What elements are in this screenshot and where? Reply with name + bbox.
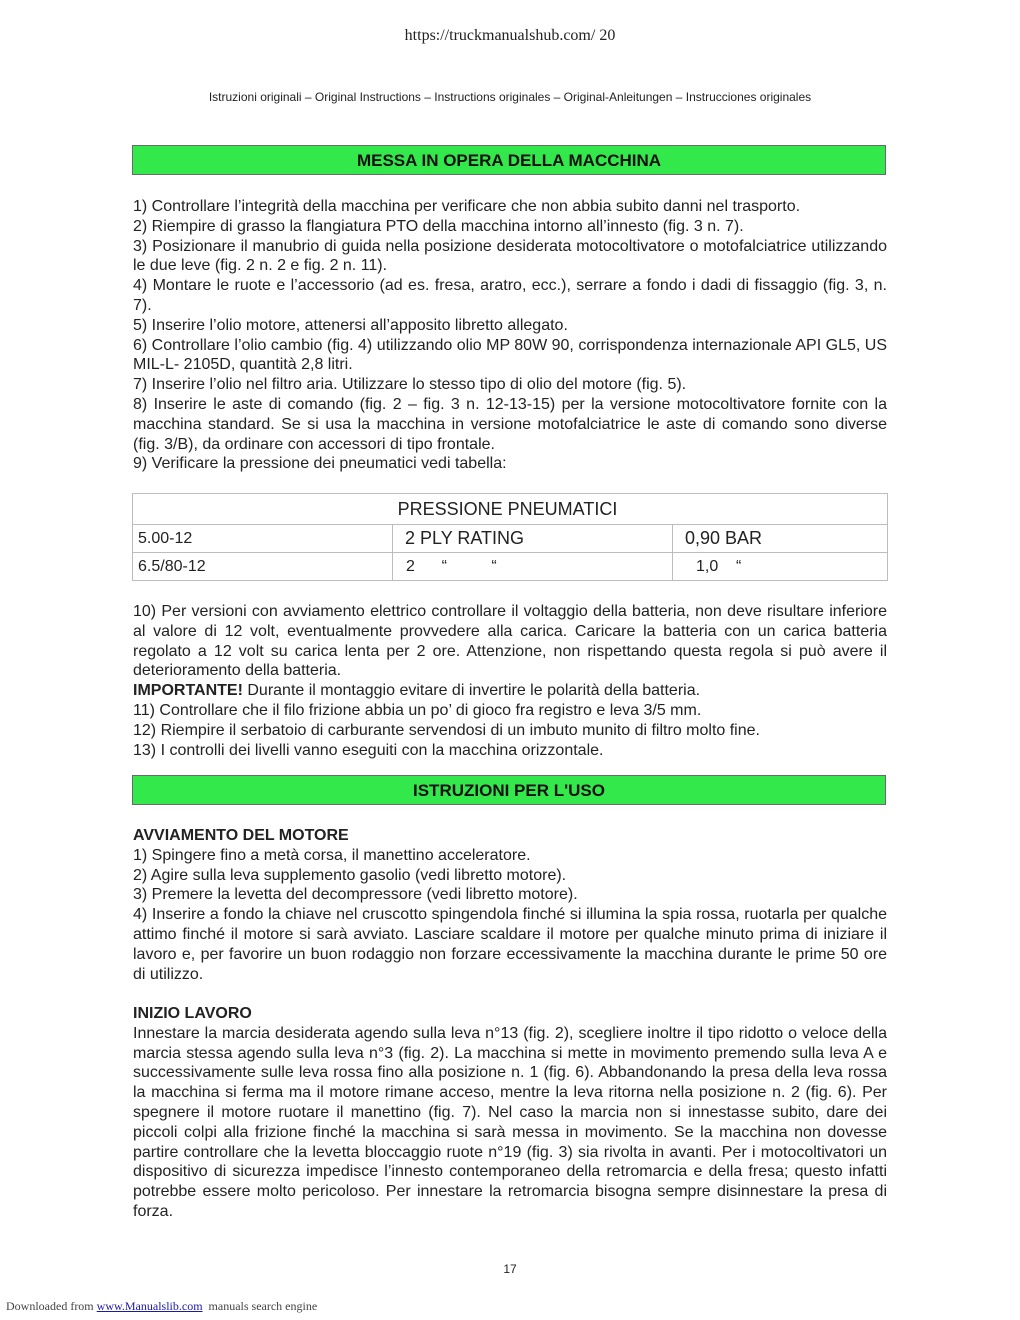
work-paragraph: Innestare la marcia desiderata agendo sulla leva n°13 (fig. 2), scegliere inoltre il tipo ridotto o veloce della marcia stessa agendo sulla leva n°3 (fig. 2). La macchina si mette in movimento premendo sulla leva A e successivamente sulle leva rossa fino alla posizione n. 1 (fig. 6). Abbandonando la presa della leva rossa la macchina si ferma ma il motore rimane acceso, mentre la leva ritorna nella posizione n. 2 (fig. 6). Per spegnere il motore ruotare il manettino (fig. 7). Nel caso la marcia non si innestasse subito, dare dei piccoli colpi alla frizione finché la macchina si sarà messa in movimento. Se la macchina non dovesse partire controllare che la levetta bloccaggio ruote n°19 (fig. 3) sia rivolta in avanti. Per i motocoltivatori un dispositivo di sicurezza impedisce l’innesto contemporaneo della retromarcia e della fresa; questo infatti potrebbe essere molto pericoloso. Per innestare la retromarcia bisogna sempre disinnestare la presa di forza. (133, 1024, 887, 1220)
table-row (133, 553, 888, 581)
download-footer (6, 1299, 317, 1314)
manualslib-link[interactable]: www.Manualslib.com (96, 1299, 203, 1313)
section-title-istruzioni-uso: ISTRUZIONI PER L'USO (132, 775, 886, 805)
list-item: 4) Inserire a fondo la chiave nel cruscotto spingendola finché si illumina la spia rossa, ruotarla per qualche attimo finché il motore si sarà avviato. Lasciare scaldare il motore per qualche minuto prima di iniziare il lavoro e, per favorire un buon rodaggio non forzare eccessivamente la macchina durante le prime 50 ore di utilizzo. (133, 906, 887, 983)
list-item: 3) Posizionare il manubrio di guida nella posizione desiderata motocoltivatore o motofalciatrice utilizzando le due leve (fig. 2 n. 2 e fig. 2 n. 11). (133, 237, 887, 275)
page-url-header: https://truckmanualshub.com/ 20 (404, 27, 616, 44)
tire-pressure-table (132, 493, 888, 581)
list-item: 3) Premere la levetta del decompressore (vedi libretto motore). (133, 886, 578, 904)
important-label: IMPORTANTE! (133, 682, 243, 700)
tire-table-title: PRESSIONE PNEUMATICI (133, 494, 888, 525)
section-title-messa-in-opera: MESSA IN OPERA DELLA MACCHINA (132, 145, 886, 175)
list-item: 1) Controllare l’integrità della macchina per verificare che non abbia subito danni nel trasporto. (133, 198, 801, 215)
tire-pressure-cell: 1,0 “ (673, 553, 888, 581)
tire-size-cell: 6.5/80-12 (133, 553, 393, 581)
page-number: 17 (503, 1262, 517, 1276)
list-item: 7) Inserire l’olio nel filtro aria. Utilizzare lo stesso tipo di olio del motore (fig. 5). (133, 376, 687, 394)
tire-ply-cell: 2 PLY RATING (393, 525, 673, 553)
list-item: 5) Inserire l’olio motore, attenersi all’apposito libretto allegato. (133, 316, 568, 334)
tire-ply-cell: 2 “ “ (393, 553, 673, 581)
setup-instructions-list (133, 197, 887, 474)
list-item: 8) Inserire le aste di comando (fig. 2 – fig. 3 n. 12-13-15) per la versione motocoltivatore fornite con la macchina standard. Se si usa la macchina in versione motofalciatrice le aste di comando sono diverse (fig. 3/B), da ordinare con accessori di tipo frontale. (133, 395, 887, 453)
list-item: 9) Verificare la pressione dei pneumatici vedi tabella: (133, 455, 507, 473)
tire-size-cell: 5.00-12 (133, 525, 393, 553)
engine-start-text (133, 826, 887, 984)
list-item: 13) I controlli dei livelli vanno eseguiti con la macchina orizzontale. (133, 741, 604, 759)
list-item: 10) Per versioni con avviamento elettrico controllare il voltaggio della batteria, non deve risultare inferiore al valore di 12 volt, eventualmente provvedere alla carica. Caricare la batteria con un carica batteria regolato a 12 volt su carica lenta per 2 ore. Attenzione, non rispettando questa regola si può avere il deterioramento della batteria. (133, 603, 887, 680)
start-heading: AVVIAMENTO DEL MOTORE (133, 827, 349, 844)
table-row (133, 525, 888, 553)
tire-pressure-cell: 0,90 BAR (673, 525, 888, 553)
list-item: 2) Agire sulla leva supplemento gasolio (vedi libretto motore). (133, 866, 567, 884)
work-start-text (133, 1004, 887, 1222)
list-item: 12) Riempire il serbatoio di carburante servendosi di un imbuto munito di filtro molto fine. (133, 721, 760, 739)
list-item: 4) Montare le ruote e l’accessorio (ad es. fresa, aratro, ecc.), serrare a fondo i dadi di fissaggio (fig. 3, n. 7). (133, 277, 887, 314)
important-note (133, 681, 887, 701)
footer-suffix: manuals search engine (202, 1299, 318, 1313)
battery-and-checks-text (133, 602, 887, 760)
list-item: 11) Controllare che il filo frizione abbia un po’ di gioco fra registro e leva 3/5 mm. (133, 701, 702, 719)
work-heading: INIZIO LAVORO (133, 1005, 252, 1022)
important-text: Durante il montaggio evitare di invertire le polarità della batteria. (242, 682, 701, 700)
list-item: 6) Controllare l’olio cambio (fig. 4) utilizzando olio MP 80W 90, corrispondenza internazionale API GL5, US MIL-L- 2105D, quantità 2,8 litri. (133, 336, 887, 374)
instructions-subtitle: Istruzioni originali – Original Instructions – Instructions originales – Original-Anleitungen – Instrucciones originales (208, 90, 812, 104)
list-item: 1) Spingere fino a metà corsa, il manettino acceleratore. (133, 846, 531, 864)
list-item: 2) Riempire di grasso la flangiatura PTO della macchina intorno all’innesto (fig. 3 n. 7). (133, 217, 744, 235)
footer-prefix: Downloaded from (6, 1299, 97, 1313)
